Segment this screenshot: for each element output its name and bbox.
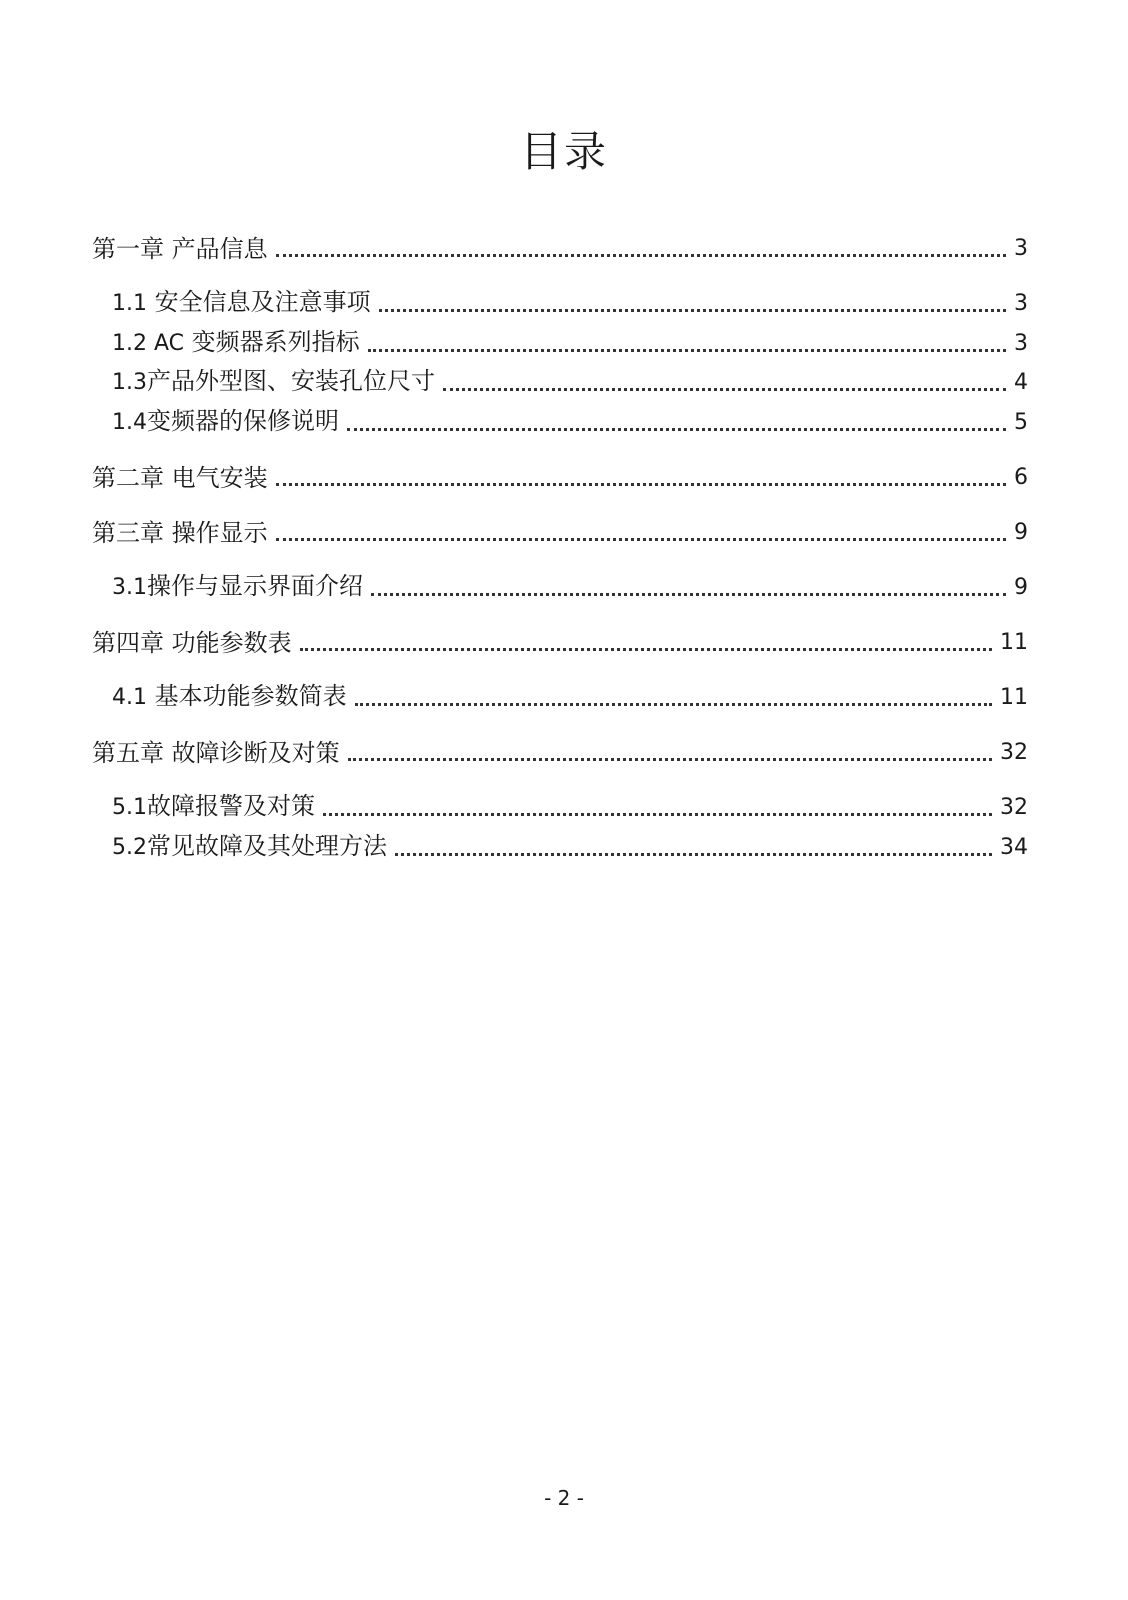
toc-entry-chapter-4[interactable] (92, 626, 1028, 660)
dot-leader (379, 309, 1006, 312)
toc-entry-number: 5.1 (112, 795, 147, 820)
dot-leader (323, 813, 992, 816)
toc-entry-title (112, 789, 315, 825)
toc-entry-number: 5.2 (112, 835, 147, 860)
dot-leader (355, 703, 992, 706)
toc-entry-page: 11 (1000, 685, 1028, 710)
toc-entry-text: 故障报警及对策 (147, 792, 315, 820)
toc-entry-title: 第五章 故障诊断及对策 (92, 739, 340, 767)
toc-entry-section-3-1[interactable] (112, 571, 1028, 605)
toc-entry-number: 1.1 (112, 291, 147, 316)
toc-entry-title (112, 569, 363, 605)
toc-entry-text: 安全信息及注意事项 (147, 288, 371, 316)
toc-entry-title (112, 364, 435, 400)
dot-leader (276, 254, 1006, 257)
toc-entry-text: 产品外型图、安装孔位尺寸 (147, 367, 435, 395)
toc-entry-number: 1.3 (112, 370, 147, 395)
dot-leader (443, 388, 1006, 391)
toc-entry-page: 3 (1014, 331, 1028, 356)
toc-entry-page: 4 (1014, 370, 1028, 395)
toc-entry-title (112, 679, 347, 715)
toc-entry-number: 1.4 (112, 410, 147, 435)
toc-entry-page: 11 (1000, 630, 1028, 655)
toc-entry-title: 第一章 产品信息 (92, 235, 268, 263)
dot-leader (368, 349, 1006, 352)
toc-entry-chapter-1[interactable] (92, 232, 1028, 266)
toc-entry-page: 9 (1014, 575, 1028, 600)
toc-entry-text: 变频器的保修说明 (147, 407, 339, 435)
toc-entry-title (112, 829, 387, 865)
dot-leader (371, 593, 1006, 596)
toc-entry-title: 第三章 操作显示 (92, 519, 268, 547)
toc-entry-page: 9 (1014, 520, 1028, 545)
toc-entry-text: 变频器系列指标 (184, 328, 360, 356)
page-title: 目录 (519, 127, 608, 176)
page-number: - 2 - (544, 1486, 584, 1510)
toc-entry-text: 常见故障及其处理方法 (147, 832, 387, 860)
toc-entry-title (112, 325, 360, 361)
dot-leader (300, 648, 992, 651)
toc-entry-number: 4.1 (112, 685, 147, 710)
toc-entry-section-5-1[interactable] (112, 791, 1028, 825)
toc-entry-page: 3 (1014, 236, 1028, 261)
dot-leader (276, 483, 1006, 486)
toc-entry-number: 1.2 AC (112, 331, 185, 356)
toc-entry-page: 34 (1000, 835, 1028, 860)
toc-entry-text: 操作与显示界面介绍 (147, 572, 363, 600)
toc-entry-page: 32 (1000, 740, 1028, 765)
toc-entry-title: 第二章 电气安装 (92, 464, 268, 492)
toc-entry-title (112, 285, 371, 321)
dot-leader (395, 853, 992, 856)
toc-entry-section-4-1[interactable] (112, 681, 1028, 715)
toc-entry-section-1-4[interactable] (112, 406, 1028, 440)
toc-entry-section-5-2[interactable] (112, 831, 1028, 865)
dot-leader (276, 538, 1006, 541)
toc-entry-page: 5 (1014, 410, 1028, 435)
toc-entry-title: 第四章 功能参数表 (92, 629, 292, 657)
toc-entry-page: 3 (1014, 291, 1028, 316)
toc-entry-text: 基本功能参数简表 (147, 682, 347, 710)
toc-entry-chapter-2[interactable] (92, 461, 1028, 495)
toc-entry-page: 32 (1000, 795, 1028, 820)
dot-leader (348, 758, 992, 761)
toc-entry-title (112, 404, 339, 440)
toc-entry-section-1-3[interactable] (112, 366, 1028, 400)
dot-leader (347, 428, 1006, 431)
toc-entry-section-1-2[interactable] (112, 327, 1028, 361)
toc-entry-number: 3.1 (112, 575, 147, 600)
toc-entry-page: 6 (1014, 465, 1028, 490)
toc-entry-chapter-5[interactable] (92, 736, 1028, 770)
toc-entry-chapter-3[interactable] (92, 516, 1028, 550)
toc-entry-section-1-1[interactable] (112, 287, 1028, 321)
